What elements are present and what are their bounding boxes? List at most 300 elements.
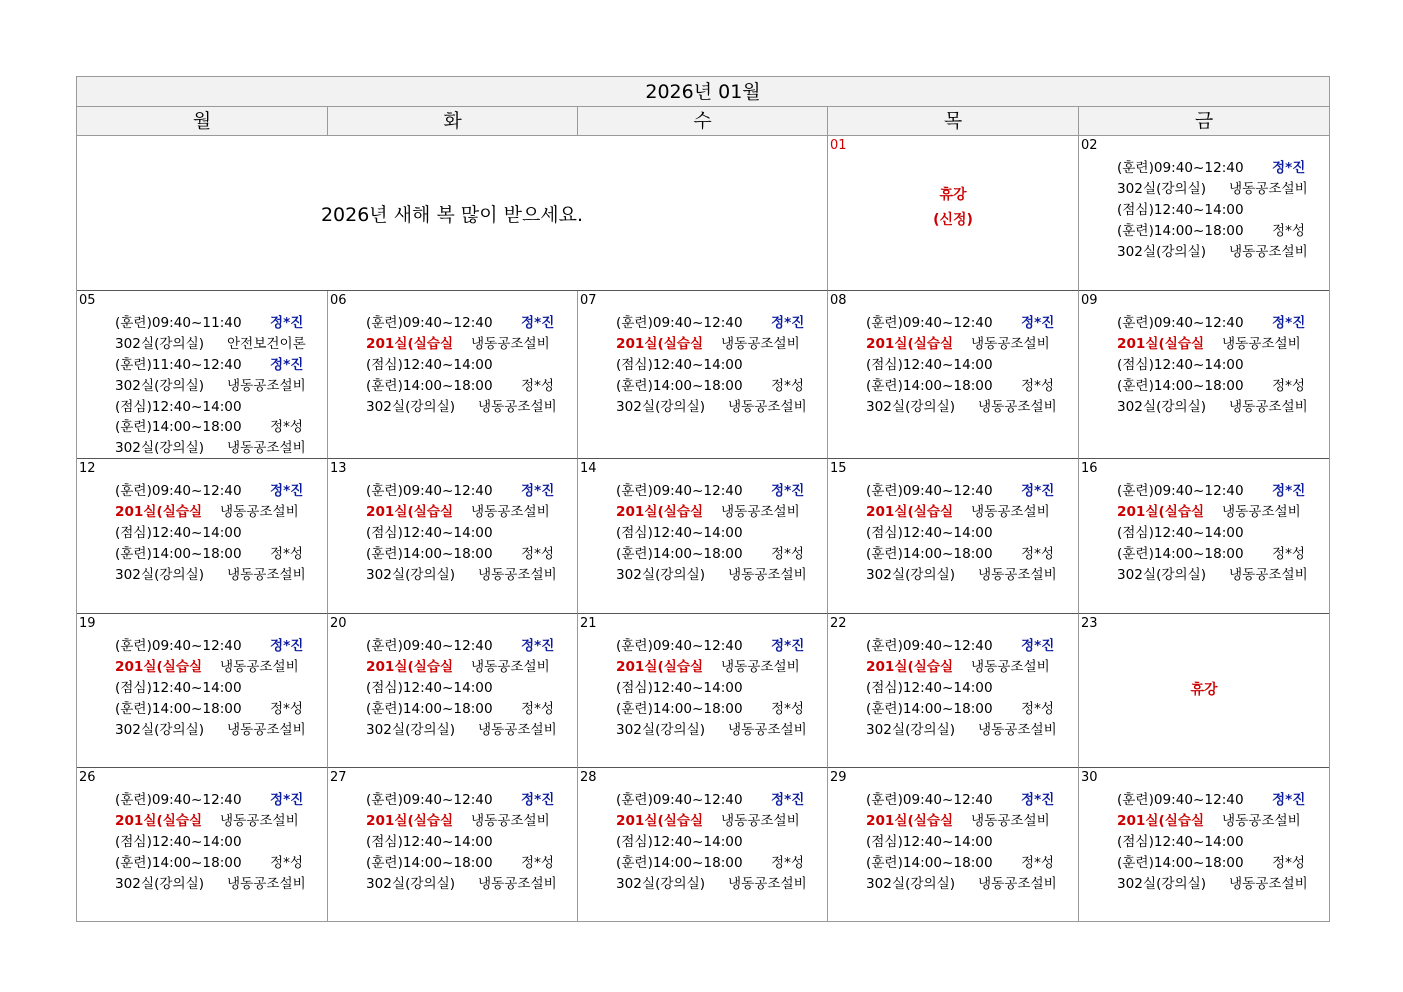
schedule-detail: 냉동공조설비 <box>471 503 550 520</box>
schedule-line <box>366 853 557 874</box>
schedule-line <box>866 657 1057 678</box>
schedule-lines <box>866 790 1057 894</box>
schedule-text: 302실(강의실) <box>866 398 956 415</box>
schedule-detail: 냉동공조설비 <box>1229 875 1308 892</box>
day-cell-30 <box>1079 768 1329 921</box>
day-cell-08 <box>828 291 1079 459</box>
schedule-line <box>366 657 557 678</box>
schedule-line <box>366 502 557 523</box>
schedule-detail: 정*성 <box>771 545 805 562</box>
teacher-name: 정*진 <box>771 315 805 331</box>
schedule-line <box>115 811 306 832</box>
teacher-name: 정*진 <box>1021 483 1055 499</box>
schedule-text: (훈련)14:00~18:00 <box>1117 854 1244 871</box>
schedule-line <box>115 853 306 874</box>
schedule-detail: 냉동공조설비 <box>978 721 1057 738</box>
schedule-text: (점심)12:40~14:00 <box>366 833 493 850</box>
schedule-line <box>115 565 306 586</box>
schedule-text: (훈련)14:00~18:00 <box>1117 377 1244 394</box>
schedule-line <box>115 376 306 397</box>
schedule-detail: 냉동공조설비 <box>728 566 807 583</box>
schedule-line <box>616 657 807 678</box>
room-label: 201실(실습실 <box>366 658 454 675</box>
weekday-header-thu: 목 <box>828 107 1079 136</box>
teacher-name: 정*진 <box>1272 792 1306 808</box>
room-label: 201실(실습실 <box>1117 812 1205 829</box>
schedule-line <box>616 699 807 720</box>
schedule-line <box>115 657 306 678</box>
schedule-line <box>115 313 306 334</box>
schedule-text: (훈련)14:00~18:00 <box>115 419 242 436</box>
schedule-text: (점심)12:40~14:00 <box>1117 201 1244 218</box>
schedule-detail: 정*성 <box>1272 222 1306 239</box>
schedule-detail: 정*성 <box>521 377 555 394</box>
schedule-detail: 냉동공조설비 <box>721 503 800 520</box>
day-number: 23 <box>1081 616 1098 631</box>
schedule-text: (훈련)09:40~12:40 <box>866 483 993 499</box>
schedule-text: (훈련)09:40~12:40 <box>366 315 493 331</box>
schedule-line <box>866 544 1057 565</box>
schedule-line <box>1117 832 1308 853</box>
room-label: 201실(실습실 <box>616 335 704 352</box>
schedule-line <box>616 565 807 586</box>
schedule-text: 302실(강의실) <box>366 398 456 415</box>
day-number: 19 <box>79 616 96 631</box>
schedule-line <box>866 334 1057 355</box>
room-label: 201실(실습실 <box>366 335 454 352</box>
schedule-text: (훈련)14:00~18:00 <box>866 545 993 562</box>
schedule-detail: 냉동공조설비 <box>971 335 1050 352</box>
schedule-line <box>115 678 306 699</box>
schedule-line <box>366 699 557 720</box>
day-number: 15 <box>830 461 847 476</box>
schedule-detail: 안전보건이론 <box>227 335 306 352</box>
schedule-line <box>616 544 807 565</box>
schedule-text: (훈련)09:40~12:40 <box>1117 160 1244 176</box>
schedule-text: (훈련)09:40~12:40 <box>1117 483 1244 499</box>
teacher-name: 정*진 <box>1021 792 1055 808</box>
schedule-detail: 정*성 <box>1021 700 1055 717</box>
schedule-detail: 정*성 <box>521 854 555 871</box>
schedule-text: 302실(강의실) <box>1117 398 1207 415</box>
schedule-detail: 냉동공조설비 <box>1229 243 1308 260</box>
schedule-lines <box>366 790 557 894</box>
schedule-text: 302실(강의실) <box>1117 875 1207 892</box>
schedule-line <box>1117 481 1308 502</box>
schedule-line <box>866 313 1057 334</box>
schedule-text: (훈련)14:00~18:00 <box>866 377 993 394</box>
schedule-line <box>1117 874 1308 895</box>
schedule-text: 302실(강의실) <box>866 721 956 738</box>
new-year-notice: 2026년 새해 복 많이 받으세요. <box>320 203 584 226</box>
schedule-line <box>366 334 557 355</box>
schedule-text: (훈련)14:00~18:00 <box>115 545 242 562</box>
room-label: 201실(실습실 <box>866 503 954 520</box>
schedule-text: (훈련)14:00~18:00 <box>366 377 493 394</box>
schedule-text: 302실(강의실) <box>1117 180 1207 197</box>
teacher-name: 정*진 <box>521 792 555 808</box>
schedule-text: (점심)12:40~14:00 <box>866 833 993 850</box>
schedule-text: (점심)12:40~14:00 <box>1117 356 1244 373</box>
schedule-detail: 냉동공조설비 <box>471 812 550 829</box>
teacher-name: 정*진 <box>521 483 555 499</box>
schedule-text: 302실(강의실) <box>115 335 205 352</box>
schedule-line <box>115 502 306 523</box>
schedule-text: 302실(강의실) <box>115 377 205 394</box>
day-number: 13 <box>330 461 347 476</box>
schedule-line <box>1117 811 1308 832</box>
schedule-line <box>115 397 306 418</box>
schedule-detail: 냉동공조설비 <box>721 812 800 829</box>
schedule-line <box>616 636 807 657</box>
schedule-lines <box>1117 481 1308 585</box>
teacher-name: 정*진 <box>1272 483 1306 499</box>
schedule-text: 302실(강의실) <box>115 875 205 892</box>
schedule-line <box>866 481 1057 502</box>
day-cell-01 <box>828 136 1079 291</box>
teacher-name: 정*진 <box>270 483 304 499</box>
day-cell-15 <box>828 459 1079 614</box>
schedule-line <box>366 678 557 699</box>
weekday-header-tue: 화 <box>328 107 578 136</box>
teacher-name: 정*진 <box>1021 315 1055 331</box>
teacher-name: 정*진 <box>270 638 304 654</box>
schedule-line <box>1117 853 1308 874</box>
schedule-line <box>866 565 1057 586</box>
room-label: 201실(실습실 <box>616 812 704 829</box>
schedule-detail: 냉동공조설비 <box>227 875 306 892</box>
teacher-name: 정*진 <box>771 638 805 654</box>
schedule-detail: 냉동공조설비 <box>971 503 1050 520</box>
schedule-text: (훈련)09:40~12:40 <box>1117 792 1244 808</box>
schedule-lines <box>1117 790 1308 894</box>
weekday-header-wed: 수 <box>578 107 828 136</box>
holiday-label: 휴강 <box>939 187 967 203</box>
schedule-lines <box>616 481 807 585</box>
schedule-text: (훈련)11:40~12:40 <box>115 356 242 373</box>
schedule-text: (점심)12:40~14:00 <box>616 356 743 373</box>
schedule-text: 302실(강의실) <box>366 566 456 583</box>
schedule-line <box>616 678 807 699</box>
holiday-reason: (신정) <box>933 212 973 228</box>
schedule-detail: 냉동공조설비 <box>971 812 1050 829</box>
schedule-text: (훈련)09:40~12:40 <box>115 638 242 654</box>
schedule-detail: 정*성 <box>270 700 304 717</box>
schedule-text: (점심)12:40~14:00 <box>616 524 743 541</box>
room-label: 201실(실습실 <box>866 335 954 352</box>
schedule-text: (훈련)09:40~12:40 <box>866 638 993 654</box>
calendar-table <box>76 76 1330 922</box>
schedule-line <box>866 811 1057 832</box>
room-label: 201실(실습실 <box>866 812 954 829</box>
schedule-detail: 정*성 <box>1021 377 1055 394</box>
schedule-text: 302실(강의실) <box>366 721 456 738</box>
day-number: 06 <box>330 293 347 308</box>
day-cell-14 <box>578 459 828 614</box>
schedule-text: (점심)12:40~14:00 <box>115 524 242 541</box>
schedule-line <box>866 790 1057 811</box>
schedule-line <box>616 523 807 544</box>
schedule-text: (훈련)09:40~12:40 <box>115 792 242 808</box>
calendar-title: 2026년 01월 <box>77 77 1329 107</box>
room-label: 201실(실습실 <box>616 503 704 520</box>
day-cell-09 <box>1079 291 1329 459</box>
schedule-lines <box>115 313 306 459</box>
schedule-detail: 냉동공조설비 <box>220 812 299 829</box>
room-label: 201실(실습실 <box>115 503 203 520</box>
schedule-detail: 정*성 <box>1021 854 1055 871</box>
schedule-line <box>866 397 1057 418</box>
schedule-detail: 정*성 <box>771 854 805 871</box>
schedule-text: 302실(강의실) <box>115 440 205 457</box>
schedule-text: 302실(강의실) <box>866 566 956 583</box>
schedule-line <box>366 811 557 832</box>
schedule-line <box>1117 221 1308 242</box>
schedule-detail: 냉동공조설비 <box>1229 180 1308 197</box>
schedule-text: (훈련)14:00~18:00 <box>115 854 242 871</box>
teacher-name: 정*진 <box>521 638 555 654</box>
schedule-text: 302실(강의실) <box>616 566 706 583</box>
schedule-text: 302실(강의실) <box>1117 566 1207 583</box>
schedule-line <box>1117 790 1308 811</box>
schedule-detail: 냉동공조설비 <box>1222 503 1301 520</box>
schedule-text: (훈련)09:40~12:40 <box>616 315 743 331</box>
schedule-detail: 냉동공조설비 <box>471 658 550 675</box>
schedule-line <box>1117 523 1308 544</box>
schedule-text: 302실(강의실) <box>616 721 706 738</box>
schedule-line <box>866 636 1057 657</box>
day-number: 21 <box>580 616 597 631</box>
schedule-line <box>866 355 1057 376</box>
schedule-text: 302실(강의실) <box>866 875 956 892</box>
day-cell-12 <box>77 459 328 614</box>
schedule-text: (훈련)09:40~11:40 <box>115 315 242 331</box>
schedule-line <box>115 523 306 544</box>
schedule-detail: 냉동공조설비 <box>1222 812 1301 829</box>
schedule-detail: 냉동공조설비 <box>721 658 800 675</box>
day-cell-19 <box>77 614 328 768</box>
new-year-notice-cell <box>77 136 828 291</box>
schedule-text: 302실(강의실) <box>366 875 456 892</box>
day-cell-26 <box>77 768 328 921</box>
schedule-line <box>115 636 306 657</box>
room-label: 201실(실습실 <box>366 503 454 520</box>
schedule-text: (점심)12:40~14:00 <box>866 356 993 373</box>
day-number: 01 <box>830 138 847 153</box>
schedule-lines <box>366 481 557 585</box>
schedule-detail: 냉동공조설비 <box>227 377 306 394</box>
schedule-line <box>366 523 557 544</box>
room-label: 201실(실습실 <box>616 658 704 675</box>
schedule-detail: 냉동공조설비 <box>728 875 807 892</box>
schedule-text: (점심)12:40~14:00 <box>616 679 743 696</box>
schedule-lines <box>866 636 1057 740</box>
schedule-detail: 냉동공조설비 <box>971 658 1050 675</box>
day-number: 29 <box>830 770 847 785</box>
room-label: 201실(실습실 <box>866 658 954 675</box>
day-cell-13 <box>328 459 578 614</box>
day-cell-27 <box>328 768 578 921</box>
schedule-text: (훈련)14:00~18:00 <box>866 854 993 871</box>
schedule-detail: 냉동공조설비 <box>471 335 550 352</box>
day-number: 20 <box>330 616 347 631</box>
schedule-line <box>1117 242 1308 263</box>
room-label: 201실(실습실 <box>1117 503 1205 520</box>
schedule-lines <box>115 481 306 585</box>
schedule-text: (훈련)14:00~18:00 <box>616 545 743 562</box>
schedule-text: (점심)12:40~14:00 <box>366 524 493 541</box>
schedule-line <box>115 790 306 811</box>
schedule-line <box>866 874 1057 895</box>
schedule-lines <box>366 313 557 417</box>
schedule-text: (훈련)14:00~18:00 <box>115 700 242 717</box>
schedule-line <box>366 636 557 657</box>
schedule-detail: 냉동공조설비 <box>227 440 306 457</box>
schedule-text: 302실(강의실) <box>1117 243 1207 260</box>
day-number: 07 <box>580 293 597 308</box>
schedule-detail: 정*성 <box>270 545 304 562</box>
day-cell-23 <box>1079 614 1329 768</box>
schedule-lines <box>866 481 1057 585</box>
schedule-detail: 냉동공조설비 <box>1222 335 1301 352</box>
day-cell-22 <box>828 614 1079 768</box>
schedule-text: 302실(강의실) <box>115 721 205 738</box>
schedule-line <box>366 790 557 811</box>
schedule-text: 302실(강의실) <box>616 875 706 892</box>
schedule-text: (점심)12:40~14:00 <box>115 833 242 850</box>
schedule-line <box>866 523 1057 544</box>
schedule-line <box>866 678 1057 699</box>
schedule-line <box>1117 376 1308 397</box>
schedule-text: (점심)12:40~14:00 <box>115 398 242 415</box>
schedule-detail: 냉동공조설비 <box>978 875 1057 892</box>
schedule-detail: 정*성 <box>1272 854 1306 871</box>
schedule-line <box>1117 544 1308 565</box>
schedule-text: (점심)12:40~14:00 <box>366 356 493 373</box>
schedule-detail: 냉동공조설비 <box>1229 398 1308 415</box>
schedule-text: (훈련)09:40~12:40 <box>115 483 242 499</box>
schedule-detail: 냉동공조설비 <box>227 721 306 738</box>
schedule-text: (훈련)09:40~12:40 <box>866 315 993 331</box>
schedule-line <box>616 853 807 874</box>
schedule-text: 302실(강의실) <box>616 398 706 415</box>
schedule-line <box>366 874 557 895</box>
schedule-line <box>115 720 306 741</box>
schedule-line <box>366 355 557 376</box>
schedule-text: (훈련)09:40~12:40 <box>616 792 743 808</box>
room-label: 201실(실습실 <box>366 812 454 829</box>
schedule-line <box>366 397 557 418</box>
schedule-line <box>115 481 306 502</box>
schedule-line <box>115 417 306 438</box>
schedule-line <box>616 832 807 853</box>
schedule-detail: 정*성 <box>1272 545 1306 562</box>
day-number: 08 <box>830 293 847 308</box>
schedule-lines <box>616 790 807 894</box>
schedule-text: (점심)12:40~14:00 <box>1117 524 1244 541</box>
day-number: 12 <box>79 461 96 476</box>
schedule-detail: 정*성 <box>1021 545 1055 562</box>
schedule-detail: 정*성 <box>771 700 805 717</box>
day-cell-29 <box>828 768 1079 921</box>
schedule-line <box>1117 355 1308 376</box>
schedule-line <box>616 720 807 741</box>
room-label: 201실(실습실 <box>115 812 203 829</box>
schedule-line <box>1117 179 1308 200</box>
schedule-text: (점심)12:40~14:00 <box>616 833 743 850</box>
teacher-name: 정*진 <box>771 483 805 499</box>
schedule-line <box>616 874 807 895</box>
schedule-detail: 냉동공조설비 <box>1229 566 1308 583</box>
schedule-text: (훈련)09:40~12:40 <box>366 638 493 654</box>
schedule-line <box>616 334 807 355</box>
schedule-line <box>1117 397 1308 418</box>
schedule-lines <box>366 636 557 740</box>
weekday-header-fri: 금 <box>1079 107 1329 136</box>
schedule-lines <box>115 636 306 740</box>
schedule-line <box>1117 565 1308 586</box>
teacher-name: 정*진 <box>270 792 304 808</box>
schedule-detail: 냉동공조설비 <box>728 721 807 738</box>
schedule-lines <box>1117 158 1308 262</box>
schedule-detail: 냉동공조설비 <box>721 335 800 352</box>
schedule-text: (점심)12:40~14:00 <box>866 524 993 541</box>
schedule-lines <box>616 636 807 740</box>
teacher-name: 정*진 <box>270 356 304 373</box>
schedule-line <box>616 481 807 502</box>
schedule-text: (훈련)09:40~12:40 <box>1117 315 1244 331</box>
day-number: 05 <box>79 293 96 308</box>
schedule-line <box>115 438 306 459</box>
schedule-text: (훈련)14:00~18:00 <box>866 700 993 717</box>
schedule-detail: 정*성 <box>270 854 304 871</box>
schedule-detail: 정*성 <box>771 377 805 394</box>
schedule-line <box>866 699 1057 720</box>
holiday-label: 휴강 <box>1190 682 1218 698</box>
schedule-text: (훈련)14:00~18:00 <box>1117 545 1244 562</box>
schedule-detail: 정*성 <box>521 545 555 562</box>
schedule-line <box>115 334 306 355</box>
room-label: 201실(실습실 <box>1117 335 1205 352</box>
day-number: 26 <box>79 770 96 785</box>
schedule-text: (훈련)14:00~18:00 <box>616 700 743 717</box>
day-cell-28 <box>578 768 828 921</box>
day-number: 27 <box>330 770 347 785</box>
schedule-line <box>616 811 807 832</box>
schedule-detail: 정*성 <box>270 419 304 436</box>
day-cell-06 <box>328 291 578 459</box>
schedule-detail: 냉동공조설비 <box>220 658 299 675</box>
schedule-lines <box>115 790 306 894</box>
schedule-line <box>366 720 557 741</box>
schedule-line <box>866 720 1057 741</box>
schedule-lines <box>616 313 807 417</box>
schedule-detail: 정*성 <box>1272 377 1306 394</box>
day-cell-16 <box>1079 459 1329 614</box>
schedule-line <box>616 376 807 397</box>
schedule-line <box>115 355 306 376</box>
schedule-line <box>366 544 557 565</box>
day-number: 22 <box>830 616 847 631</box>
schedule-line <box>115 699 306 720</box>
day-number: 14 <box>580 461 597 476</box>
schedule-line <box>115 832 306 853</box>
teacher-name: 정*진 <box>1272 160 1306 176</box>
schedule-line <box>366 376 557 397</box>
schedule-line <box>616 502 807 523</box>
schedule-line <box>366 481 557 502</box>
schedule-detail: 냉동공조설비 <box>728 398 807 415</box>
